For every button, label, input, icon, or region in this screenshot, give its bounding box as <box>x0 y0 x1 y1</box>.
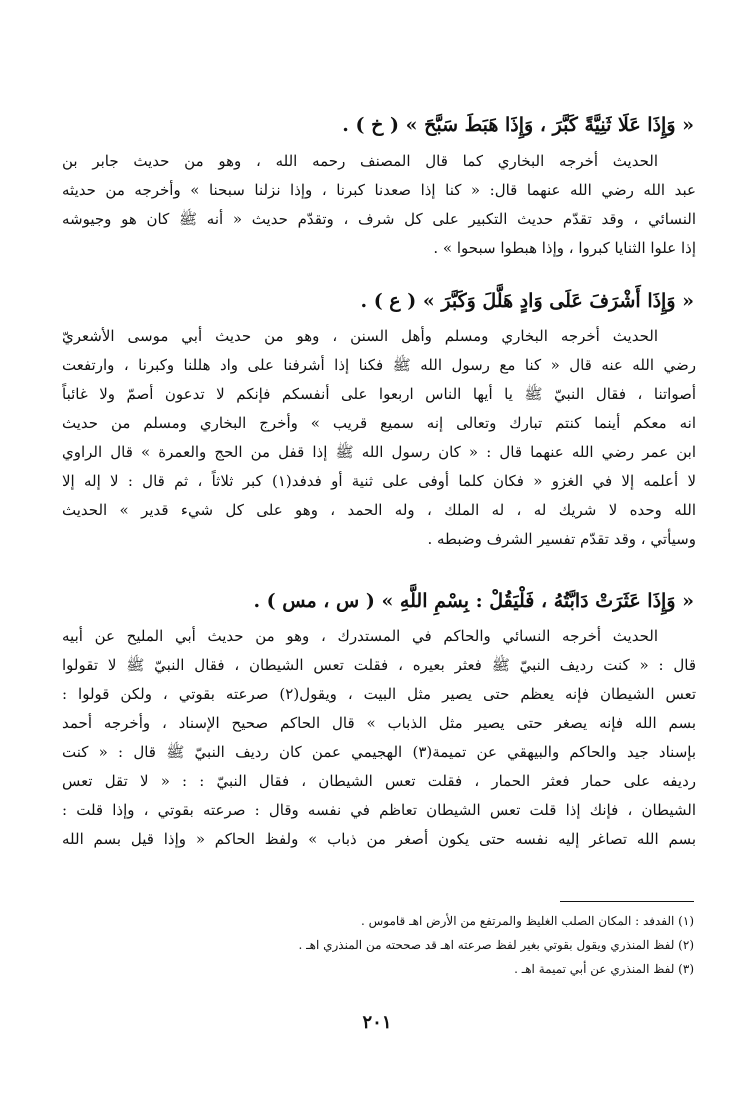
footnote: (٣) لفظ المنذري عن أبي تميمة اهـ . <box>514 962 694 976</box>
text-line: الحديث أخرجه البخاري كما قال المصنف رحمه الله ، وهو من حديث جابر بن <box>62 152 658 170</box>
hadith-heading-3: « وَإِذَا عَثَرَتْ دَابَّتُهُ ، فَلْيَقُلْ : بِسْمِ اللَّهِ » ( س ، مس ) . <box>253 590 694 612</box>
text-line: تعس الشيطان فإنه يعظم حتى يصير مثل البيت ، ويقول(٢) صرعته بقوتي ، ولكن قولوا : <box>62 685 696 703</box>
footnote-divider <box>560 901 694 902</box>
page-number: ٢٠١ <box>362 1012 392 1033</box>
text-line: الشيطان ، فإنك إذا قلت تعس الشيطان تعاظم في نفسه وقال : صرعته بقوتي ، وإذا قلت : <box>62 801 696 819</box>
commentary-paragraph-3 <box>62 622 696 854</box>
text-line: بإسناد جيد والحاكم والبيهقي عن تميمة(٣) الهجيمي عمن كان رديف النبيّ ﷺ قال : « كنت <box>62 743 696 761</box>
footnote: (٢) لفظ المنذري ويقول بقوتي بغير لفظ صرعته اهـ قد صححته من المنذري اهـ . <box>298 938 694 952</box>
footnote: (١) الفدفد : المكان الصلب الغليظ والمرتفع من الأرض اهـ قاموس . <box>360 914 694 928</box>
hadith-heading-1: « وَإِذَا عَلَا ثَنِيَّةً كَبَّرَ ، وَإِذَا هَبَطَ سَبَّحَ » ( خ ) . <box>342 114 694 136</box>
text-line: بسم الله فإنه يصغر حتى يصير مثل الذباب » قال الحاكم صحيح الإسناد ، وأخرجه أحمد <box>62 714 696 732</box>
text-line: رديفه على حمار فعثر الحمار ، فقلت تعس الشيطان ، فقال النبيّ : : « لا تقل تعس <box>62 772 696 790</box>
text-line: بسم الله تصاغر إليه نفسه حتى يكون أصغر من ذباب » ولفظ الحاكم « وإذا قيل بسم الله <box>62 830 696 848</box>
commentary-paragraph-1 <box>62 147 696 263</box>
text-line: ابن عمر رضي الله عنهما قال : « كان رسول الله ﷺ إذا قفل من الحج والعمرة » قال الراوي <box>62 443 696 461</box>
footnotes <box>60 909 694 981</box>
text-line: النسائي ، وقد تقدّم حديث التكبير على كل شرف ، وتقدّم حديث « أنه ﷺ كان هو وجيوشه <box>62 210 696 228</box>
text-line: انه معكم أينما كنتم تبارك وتعالى إنه سميع قريب » وأخرج البخاري ومسلم من حديث <box>62 414 696 432</box>
hadith-heading-2: « وَإِذَا أَشْرَفَ عَلَى وَادٍ هَلَّلَ وَكَبَّرَ » ( ع ) . <box>360 290 694 312</box>
text-line: الله وحده لا شريك له ، له الملك ، وله الحمد ، وهو على كل شيء قدير » الحديث <box>62 501 696 519</box>
text-line: لا أعلمه إلا في الغزو « فكان كلما أوفى على ثنية أو فدفد(١) كبر ثلاثاً ، ثم قال : لا إله إلا <box>62 472 696 490</box>
text-line: رضي الله عنه قال « كنا مع رسول الله ﷺ فكنا إذا أشرفنا على واد هللنا وكبرنا ، وارتفعت <box>62 356 696 374</box>
text-line: إذا علوا الثنايا كبروا ، وإذا هبطوا سبحوا » . <box>433 239 696 257</box>
text-line: عبد الله رضي الله عنهما قال: « كنا إذا صعدنا كبرنا ، وإذا نزلنا سبحنا » وأخرجه من حديثه <box>62 181 696 199</box>
text-line: قال : « كنت رديف النبيّ ﷺ فعثر بعيره ، فقلت تعس الشيطان ، فقال النبيّ ﷺ لا تقولوا <box>62 656 696 674</box>
text-line: وسيأتي ، وقد تقدّم تفسير الشرف وضبطه . <box>427 530 696 548</box>
text-line: أصواتنا ، فقال النبيّ ﷺ يا أيها الناس اربعوا على أنفسكم فإنكم لا تدعون أصمّ ولا غائباً <box>62 385 696 403</box>
commentary-paragraph-2 <box>62 322 696 554</box>
text-line: الحديث أخرجه النسائي والحاكم في المستدرك ، وهو من حديث أبي المليح عن أبيه <box>62 627 658 645</box>
text-line: الحديث أخرجه البخاري ومسلم وأهل السنن ، وهو من حديث أبي موسى الأشعريّ <box>62 327 658 345</box>
